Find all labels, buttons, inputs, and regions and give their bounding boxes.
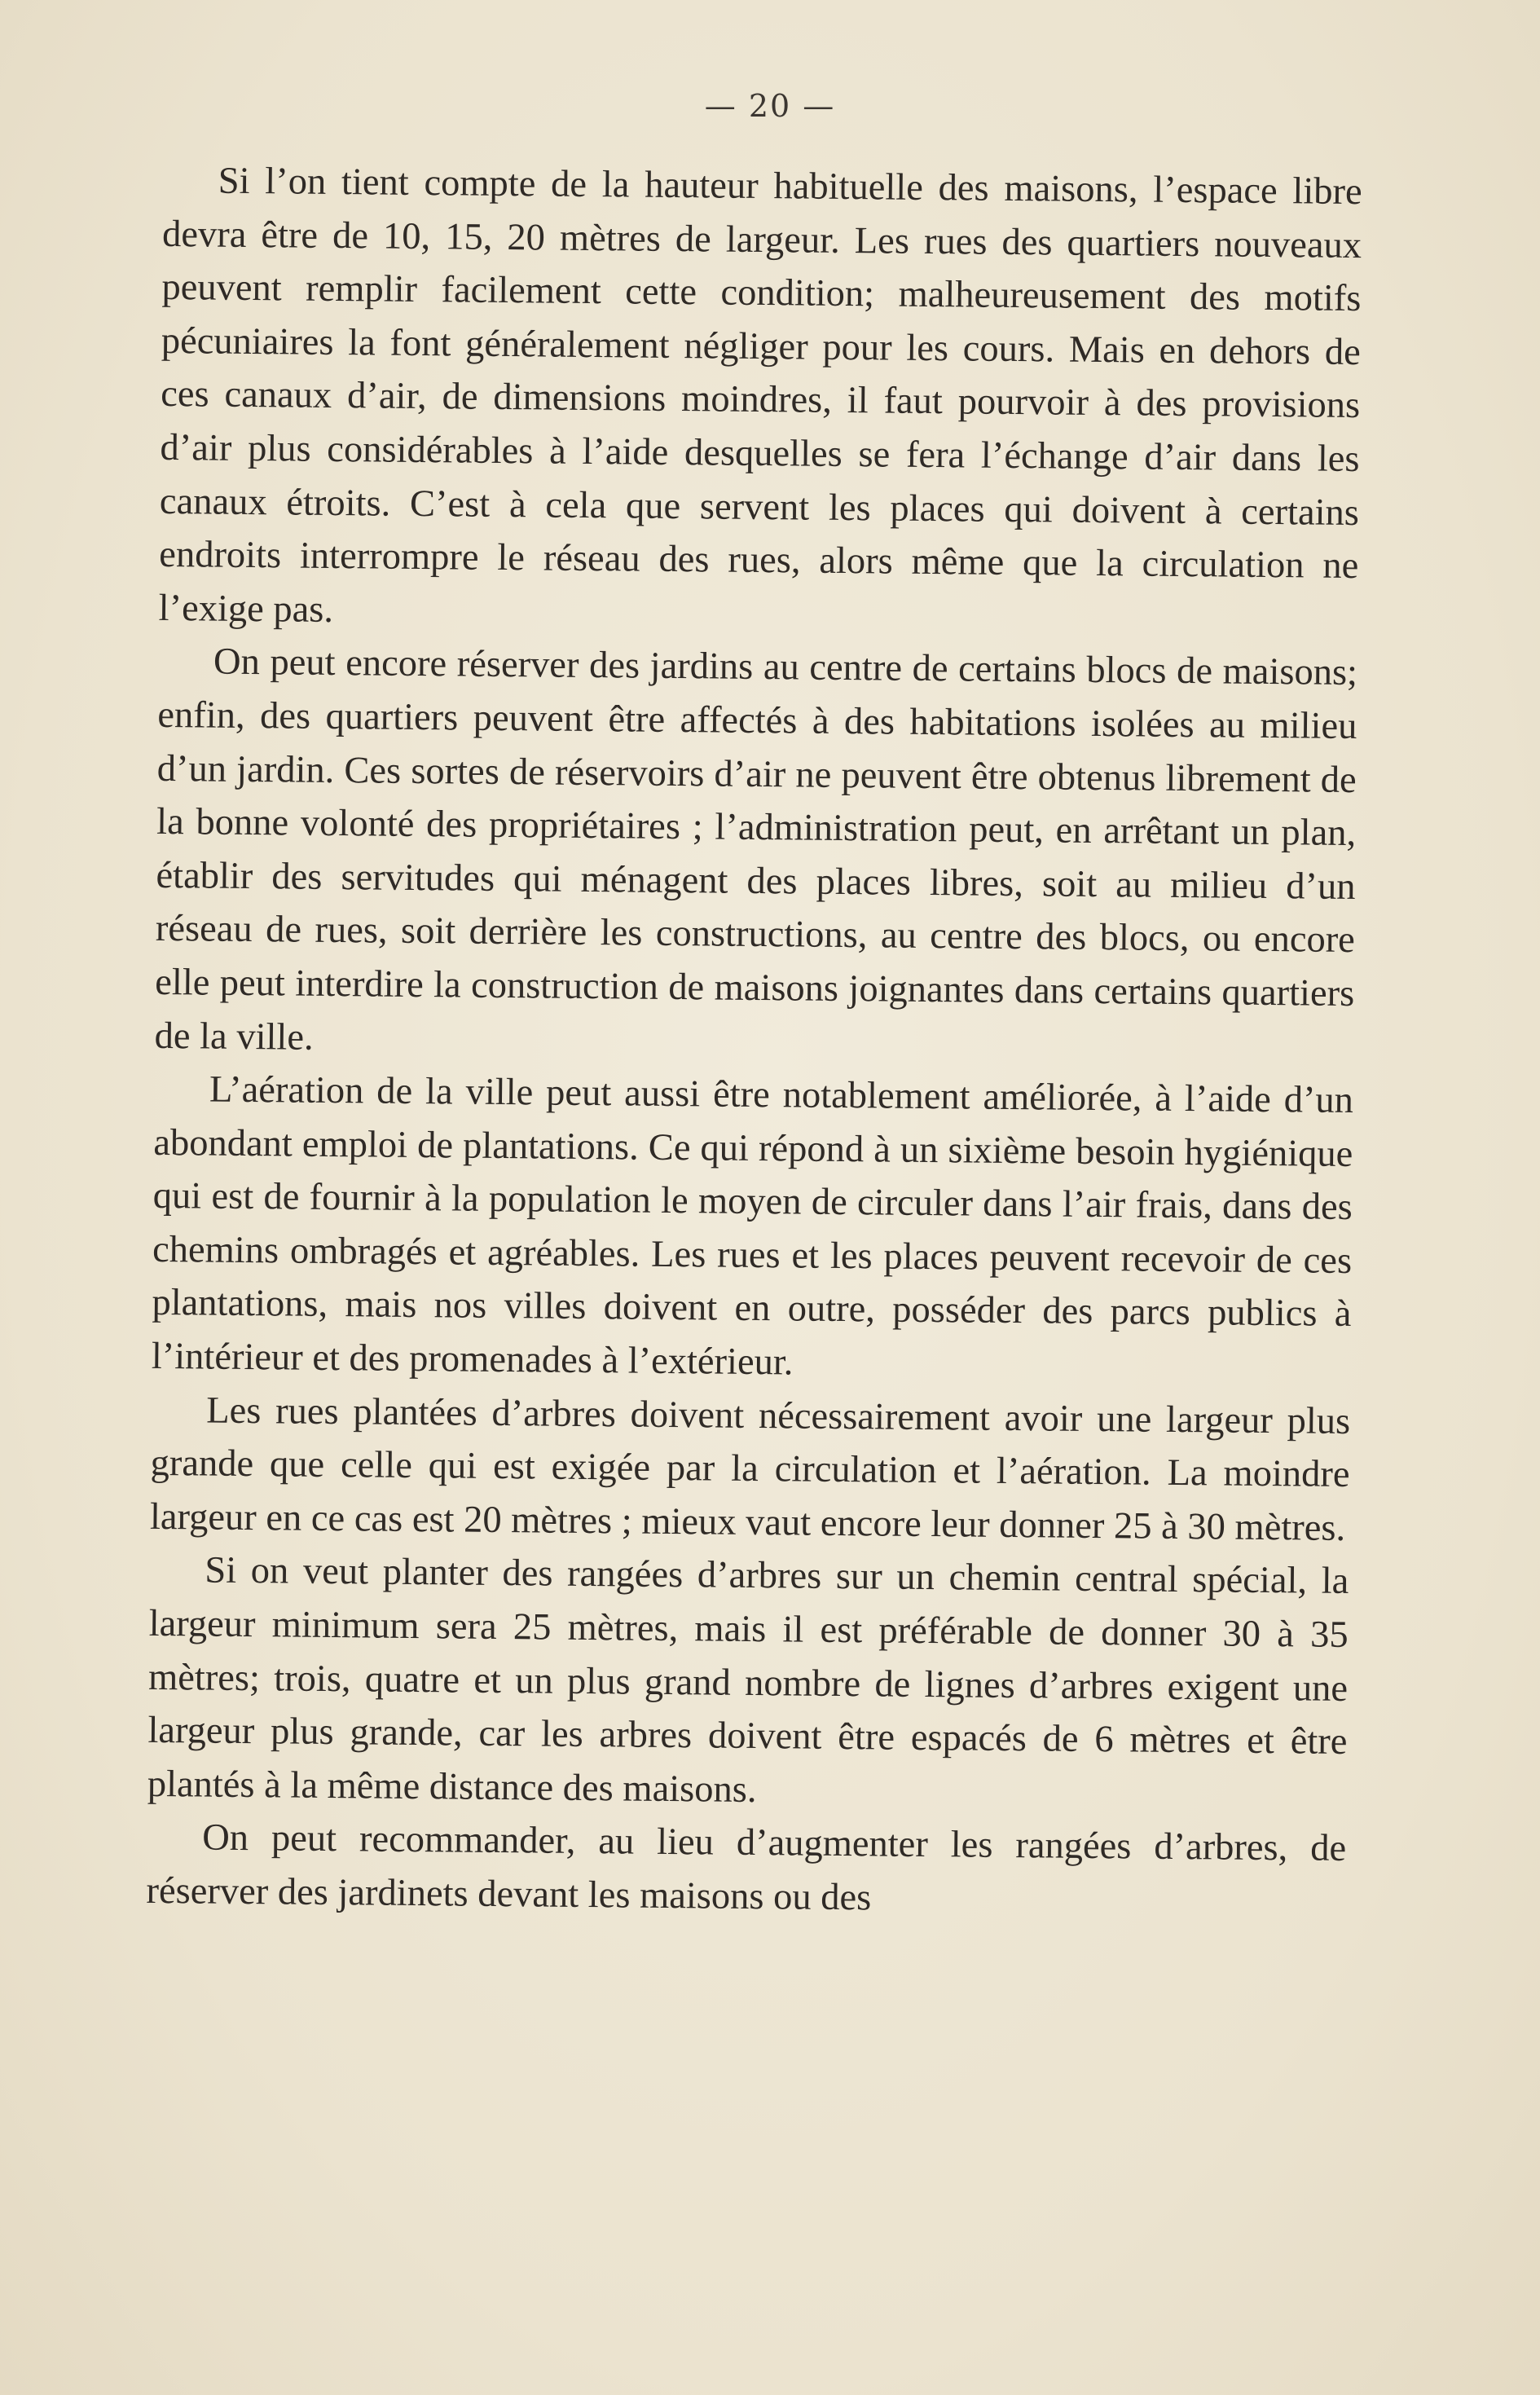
paragraph-6: On peut recommander, au lieu d’augmenter les rangées d’arbres, de réserver des jardinets devant les maisons ou des [146, 1816, 1347, 1919]
paragraph-1: Si l’on tient compte de la hauteur habituelle des maisons, l’espace libre devra être de 10, 15, 20 mètres de largeur. Les rues des quartiers nouveaux peuvent remplir facilement cette condition; malheureusement des motifs pécuniaires la font généralement négliger pour les cours. Mais en dehors de ces canaux d’air, de dimensions moindres, il faut pourvoir à des provisions d’air plus considérables à l’aide desquelles se fera l’échange d’air dans les canaux étroits. C’est à cela que servent les places qui doivent à certains endroits interrompre le réseau des rues, alors même que la circulation ne l’exige pas. [158, 160, 1362, 631]
page-body-text [146, 154, 1362, 1930]
paragraph-2: On peut encore réserver des jardins au centre de certains blocs de maisons; enfin, des quartiers peuvent être affectés à des habitations isolées au milieu d’un jardin. Ces sortes de réservoirs d’air ne peuvent être obtenus librement de la bonne volonté des propriétaires ; l’administration peut, en arrêtant un plan, établir des servitudes qui ménagent des places libres, soit au milieu d’un réseau de rues, soit derrière les constructions, au centre des blocs, ou encore elle peut interdire la construction de maisons joignantes dans certains quartiers de la ville. [154, 641, 1358, 1059]
page-number: — 20 — [704, 88, 836, 124]
paragraph-3: L’aération de la ville peut aussi être notablement améliorée, à l’aide d’un abondant emploi de plantations. Ce qui répond à un sixième besoin hygiénique qui est de fournir à la population le moyen de circuler dans l’air frais, dans des chemins ombragés et agréables. Les rues et les places peuvent recevoir de ces plantations, mais nos villes doivent en outre, posséder des parcs publics à l’intérieur et des promenades à l’extérieur. [151, 1068, 1354, 1384]
paragraph-5: Si on veut planter des rangées d’arbres sur un chemin central spécial, la largeur minimum sera 25 mètres, mais il est préférable de donner 30 à 35 mètres; trois, quatre et un plus grand nombre de lignes d’arbres exigent une largeur plus grande, car les arbres doivent être espacés de 6 mètres et être plantés à la même distance des maisons. [147, 1549, 1349, 1811]
paragraph-4: Les rues plantées d’arbres doivent nécessairement avoir une largeur plus grande que celle qui est exigée par la circulation et l’aération. La moindre largeur en ce cas est 20 mètres ; mieux vaut encore leur donner 25 à 30 mètres. [149, 1389, 1351, 1549]
